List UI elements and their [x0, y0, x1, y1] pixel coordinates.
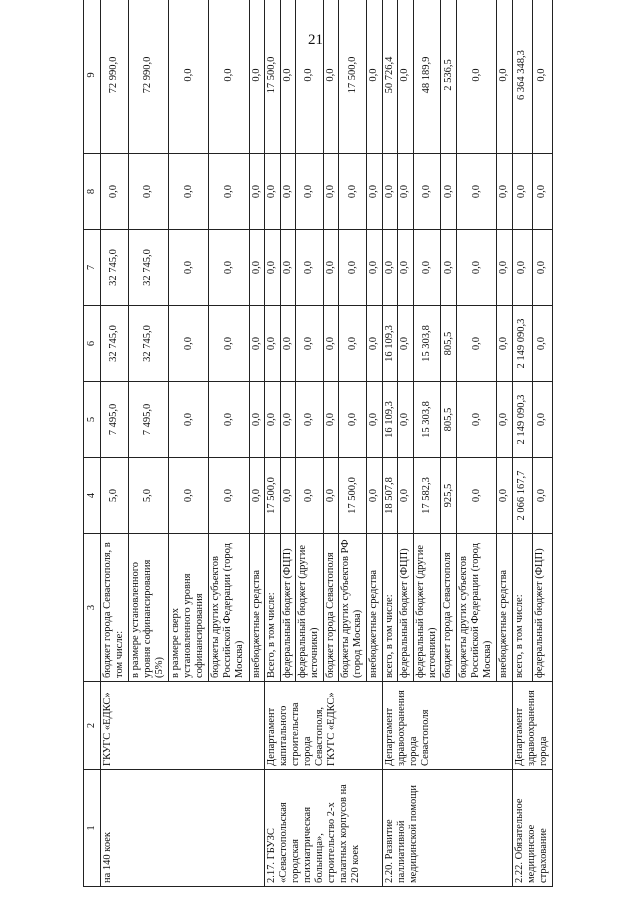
table-row — [512, 0, 532, 887]
amount-cell: 0,0 — [398, 230, 413, 306]
amount-cell: 0,0 — [413, 154, 441, 230]
table-body — [84, 0, 553, 887]
amount-cell: 48 189,9 — [413, 0, 441, 154]
amount-cell: 0,0 — [209, 306, 249, 382]
amount-cell: 18 507,8 — [382, 458, 397, 534]
amount-cell: 0,0 — [128, 154, 168, 230]
funding-source-cell: федеральный бюджет (ФЦП) — [280, 534, 295, 682]
amount-cell: 7 495,0 — [101, 382, 129, 458]
amount-cell: 17 500,0 — [339, 458, 367, 534]
amount-cell: 0,0 — [280, 0, 295, 154]
header-cell: 8 — [84, 154, 101, 230]
amount-cell: 72 990,0 — [128, 0, 168, 154]
amount-cell: 0,0 — [295, 306, 323, 382]
amount-cell: 0,0 — [441, 154, 456, 230]
amount-cell: 0,0 — [456, 382, 496, 458]
amount-cell: 0,0 — [398, 382, 413, 458]
funding-source-cell: федеральный бюджет (другие источники) — [295, 534, 323, 682]
amount-cell: 0,0 — [367, 0, 382, 154]
amount-cell: 0,0 — [497, 0, 512, 154]
amount-cell: 0,0 — [295, 382, 323, 458]
amount-cell: 0,0 — [323, 458, 338, 534]
amount-cell: 0,0 — [497, 154, 512, 230]
amount-cell: 0,0 — [169, 382, 209, 458]
amount-cell: 5,0 — [128, 458, 168, 534]
header-cell: 2 — [84, 682, 101, 770]
amount-cell: 32 745,0 — [101, 230, 129, 306]
amount-cell: 0,0 — [382, 230, 397, 306]
amount-cell: 0,0 — [367, 154, 382, 230]
amount-cell: 5,0 — [101, 458, 129, 534]
amount-cell: 0,0 — [339, 154, 367, 230]
amount-cell: 0,0 — [295, 458, 323, 534]
amount-cell: 0,0 — [367, 382, 382, 458]
table-row — [265, 0, 280, 887]
amount-cell: 0,0 — [209, 0, 249, 154]
funding-source-cell: бюджеты других субъектов РФ (город Москва) — [339, 534, 367, 682]
amount-cell: 0,0 — [169, 306, 209, 382]
amount-cell: 0,0 — [249, 0, 264, 154]
amount-cell: 0,0 — [265, 154, 280, 230]
funding-source-cell: Всего, в том числе: — [265, 534, 280, 682]
funding-source-cell: всего, в том числе: — [512, 534, 532, 682]
amount-cell: 0,0 — [323, 0, 338, 154]
amount-cell: 0,0 — [280, 382, 295, 458]
amount-cell: 0,0 — [398, 0, 413, 154]
amount-cell: 0,0 — [532, 458, 552, 534]
amount-cell: 0,0 — [249, 382, 264, 458]
event-name-cell: на 140 коек — [101, 770, 265, 887]
amount-cell: 0,0 — [367, 306, 382, 382]
amount-cell: 0,0 — [295, 0, 323, 154]
amount-cell: 2 149 090,3 — [512, 306, 532, 382]
funding-source-cell: всего, в том числе: — [382, 534, 397, 682]
amount-cell: 2 066 167,7 — [512, 458, 532, 534]
funding-source-cell: внебюджетные средства — [249, 534, 264, 682]
amount-cell: 0,0 — [398, 154, 413, 230]
amount-cell: 7 495,0 — [128, 382, 168, 458]
event-name-cell: 2.20. Развитие паллиативной медицинской помощи — [382, 770, 512, 887]
amount-cell: 0,0 — [323, 382, 338, 458]
amount-cell: 0,0 — [456, 458, 496, 534]
funding-source-cell: бюджет города Севастополя — [441, 534, 456, 682]
amount-cell: 0,0 — [249, 458, 264, 534]
amount-cell: 0,0 — [398, 306, 413, 382]
amount-cell: 0,0 — [382, 154, 397, 230]
table-row — [101, 0, 129, 887]
header-cell: 1 — [84, 770, 101, 887]
amount-cell: 0,0 — [497, 382, 512, 458]
amount-cell: 15 303,8 — [413, 382, 441, 458]
header-cell: 3 — [84, 534, 101, 682]
responsible-executor-cell: Департамент здравоохранения города Севастополя — [382, 682, 512, 770]
amount-cell: 0,0 — [532, 230, 552, 306]
amount-cell: 17 500,0 — [265, 0, 280, 154]
amount-cell: 0,0 — [339, 230, 367, 306]
header-cell: 6 — [84, 306, 101, 382]
header-cell: 7 — [84, 230, 101, 306]
funding-source-cell: бюджеты других субъектов Российской Федерации (город Москва) — [456, 534, 496, 682]
funding-source-cell: внебюджетные средства — [367, 534, 382, 682]
amount-cell: 17 500,0 — [339, 0, 367, 154]
amount-cell: 0,0 — [209, 154, 249, 230]
responsible-executor-cell: ГКУГС «ЕДКС» — [101, 682, 265, 770]
amount-cell: 17 500,0 — [265, 458, 280, 534]
amount-cell: 0,0 — [169, 0, 209, 154]
amount-cell: 17 582,3 — [413, 458, 441, 534]
amount-cell: 0,0 — [456, 154, 496, 230]
amount-cell: 0,0 — [398, 458, 413, 534]
amount-cell: 0,0 — [339, 306, 367, 382]
funding-source-cell: бюджет города Севастополя, в том числе: — [101, 534, 129, 682]
amount-cell: 0,0 — [456, 230, 496, 306]
amount-cell: 0,0 — [413, 230, 441, 306]
amount-cell: 0,0 — [101, 154, 129, 230]
amount-cell: 0,0 — [280, 458, 295, 534]
amount-cell: 925,5 — [441, 458, 456, 534]
amount-cell: 0,0 — [169, 154, 209, 230]
funding-source-cell: в размере установленного уровня софинансирования (5%) — [128, 534, 168, 682]
amount-cell: 0,0 — [456, 0, 496, 154]
budget-table — [83, 0, 553, 887]
amount-cell: 16 109,3 — [382, 382, 397, 458]
funding-source-cell: бюджеты других субъектов Российской Федерации (город Москва) — [209, 534, 249, 682]
amount-cell: 0,0 — [169, 230, 209, 306]
amount-cell: 0,0 — [280, 154, 295, 230]
amount-cell: 0,0 — [323, 306, 338, 382]
amount-cell: 0,0 — [249, 154, 264, 230]
amount-cell: 0,0 — [249, 230, 264, 306]
funding-source-cell: федеральный бюджет (другие источники) — [413, 534, 441, 682]
amount-cell: 0,0 — [441, 230, 456, 306]
responsible-executor-cell: Департамент здравоохранения города — [512, 682, 552, 770]
amount-cell: 0,0 — [209, 230, 249, 306]
amount-cell: 0,0 — [323, 230, 338, 306]
amount-cell: 0,0 — [532, 382, 552, 458]
header-row — [84, 0, 101, 887]
amount-cell: 2 149 090,3 — [512, 382, 532, 458]
amount-cell: 0,0 — [323, 154, 338, 230]
amount-cell: 0,0 — [497, 306, 512, 382]
amount-cell: 0,0 — [295, 154, 323, 230]
event-name-cell: 2.22. Обязательное медицинское страхование — [512, 770, 552, 887]
amount-cell: 0,0 — [339, 382, 367, 458]
header-cell: 4 — [84, 458, 101, 534]
funding-source-cell: федеральный бюджет (ФЦП) — [532, 534, 552, 682]
amount-cell: 805,5 — [441, 306, 456, 382]
amount-cell: 0,0 — [265, 306, 280, 382]
header-cell: 9 — [84, 0, 101, 154]
amount-cell: 0,0 — [497, 230, 512, 306]
amount-cell: 0,0 — [512, 154, 532, 230]
amount-cell: 16 109,3 — [382, 306, 397, 382]
amount-cell: 32 745,0 — [128, 306, 168, 382]
event-name-cell: 2.17. ГБУЗС «Севастопольская городская психиатрическая больница», строительство 2-х палатных корпусов на 220 коек — [265, 770, 383, 887]
amount-cell: 0,0 — [280, 306, 295, 382]
amount-cell: 0,0 — [367, 230, 382, 306]
amount-cell: 0,0 — [497, 458, 512, 534]
amount-cell: 0,0 — [169, 458, 209, 534]
amount-cell: 0,0 — [295, 230, 323, 306]
amount-cell: 50 726,4 — [382, 0, 397, 154]
rotated-table-wrapper — [83, 0, 553, 887]
amount-cell: 0,0 — [532, 306, 552, 382]
amount-cell: 805,5 — [441, 382, 456, 458]
amount-cell: 0,0 — [532, 0, 552, 154]
amount-cell: 72 990,0 — [101, 0, 129, 154]
amount-cell: 0,0 — [512, 230, 532, 306]
header-cell: 5 — [84, 382, 101, 458]
amount-cell: 0,0 — [265, 382, 280, 458]
amount-cell: 32 745,0 — [128, 230, 168, 306]
table-row — [382, 0, 397, 887]
funding-source-cell: внебюджетные средства — [497, 534, 512, 682]
amount-cell: 15 303,8 — [413, 306, 441, 382]
amount-cell: 0,0 — [249, 306, 264, 382]
amount-cell: 0,0 — [280, 230, 295, 306]
funding-source-cell: бюджет города Севастополя — [323, 534, 338, 682]
funding-source-cell: федеральный бюджет (ФЦП) — [398, 534, 413, 682]
amount-cell: 0,0 — [456, 306, 496, 382]
amount-cell: 0,0 — [265, 230, 280, 306]
responsible-executor-cell: Департамент капитального строительства города Севастополя, ГКУГС «ЕДКС» — [265, 682, 383, 770]
page-number: 21 — [308, 32, 323, 48]
amount-cell: 0,0 — [532, 154, 552, 230]
amount-cell: 0,0 — [367, 458, 382, 534]
amount-cell: 6 364 348,3 — [512, 0, 532, 154]
funding-source-cell: в размере сверх установленного уровня софинансирования — [169, 534, 209, 682]
amount-cell: 0,0 — [209, 458, 249, 534]
amount-cell: 32 745,0 — [101, 306, 129, 382]
amount-cell: 2 536,5 — [441, 0, 456, 154]
amount-cell: 0,0 — [209, 382, 249, 458]
